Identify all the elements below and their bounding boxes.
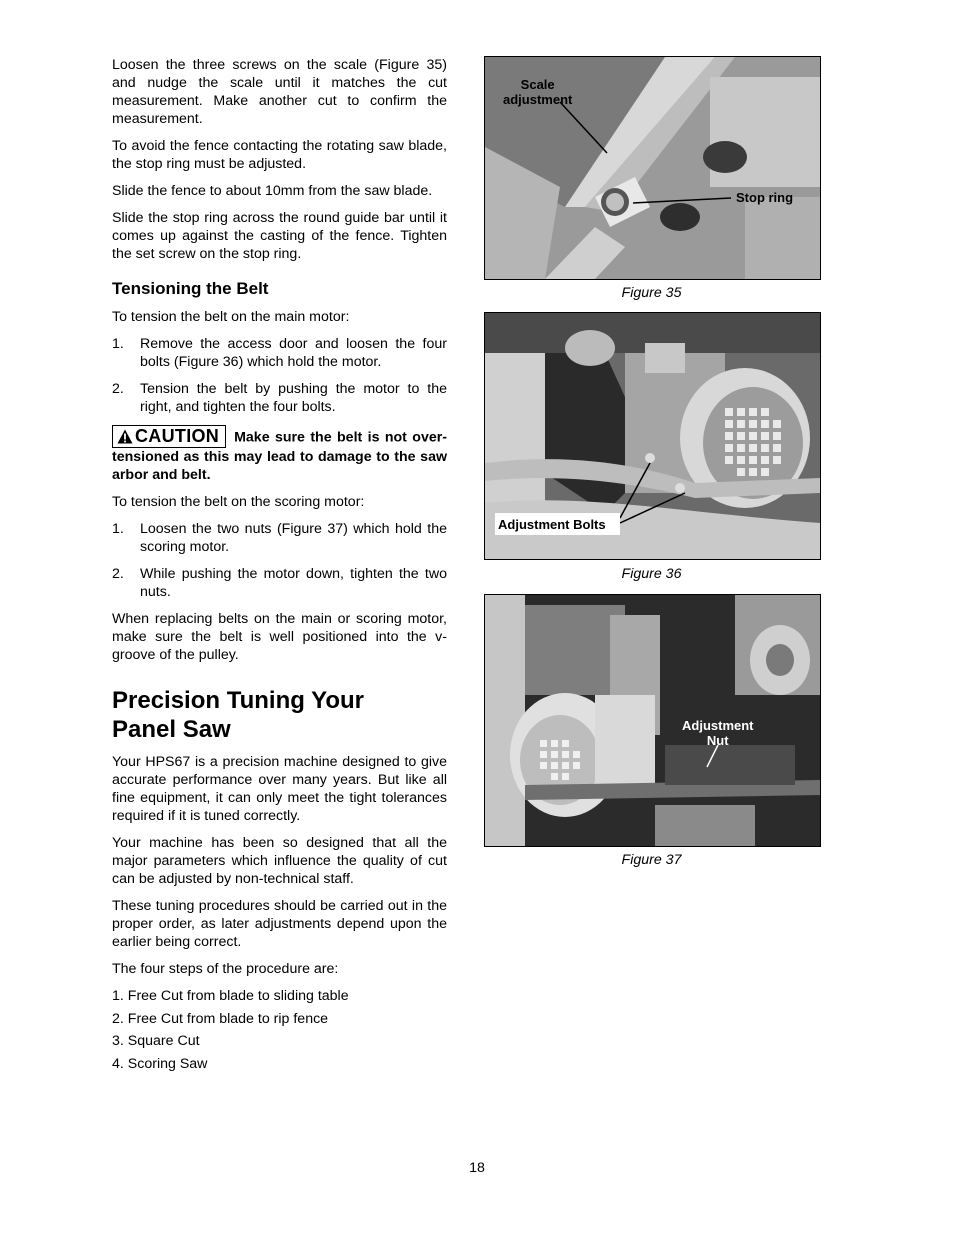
figure-36-photo <box>484 312 821 560</box>
figure-35-photo <box>484 56 821 280</box>
page-number: 18 <box>469 1160 485 1176</box>
paragraph-tuning-3: These tuning procedures should be carried out in the proper order, as later adjustments depend upon the earlier being correct. <box>112 898 447 950</box>
procedure-steps <box>112 987 447 1073</box>
list-text: While pushing the motor down, tighten the two nuts. <box>140 566 447 600</box>
paragraph-stop-ring: To avoid the fence contacting the rotating saw blade, the stop ring must be adjusted. <box>112 138 447 172</box>
label-stop-ring: Stop ring <box>736 190 794 205</box>
paragraph-scoring-intro: To tension the belt on the scoring motor: <box>112 494 365 510</box>
caution-badge-text: CAUTION <box>135 426 220 446</box>
label-adj-line-2: Nut <box>706 733 729 748</box>
paragraph-scale: Loosen the three screws on the scale (Figure 35) and nudge the scale until it matches the cut measurement. Make another cut to confirm the measurement. <box>112 57 447 127</box>
label-adjustment-bolts: Adjustment Bolts <box>498 517 606 532</box>
paragraph-tuning-1: Your HPS67 is a precision machine designed to give accurate performance over many years. But like all fine equipment, it can only meet the tight tolerances required if it is tuned correctly. <box>112 754 447 824</box>
label-scale-line-1: Scale <box>520 77 555 92</box>
left-column <box>112 56 447 1077</box>
list-item <box>112 565 447 601</box>
list-number: 2. <box>112 566 124 582</box>
list-number: 1. <box>112 521 124 537</box>
list-number: 1. <box>112 336 124 352</box>
figure-36-caption: Figure 36 <box>621 566 682 582</box>
label-scale-adjustment <box>503 77 572 107</box>
paragraph-main-motor-intro: To tension the belt on the main motor: <box>112 309 350 325</box>
procedure-step: 1. Free Cut from blade to sliding table <box>112 988 349 1004</box>
figure-37-photo <box>484 594 821 847</box>
list-item <box>112 380 447 416</box>
heading-line-2: Panel Saw <box>112 716 231 743</box>
heading-tensioning-belt: Tensioning the Belt <box>112 279 269 298</box>
procedure-step: 2. Free Cut from blade to rip fence <box>112 1010 329 1027</box>
paragraph-slide-ring: Slide the stop ring across the round guide bar until it comes up against the casting of the fence. Tighten the set screw on the stop ring. <box>112 210 447 262</box>
paragraph-tuning-2: Your machine has been so designed that all the major parameters which influence the quality of cut can be adjusted by non-technical staff. <box>112 835 447 887</box>
list-number: 2. <box>112 381 124 397</box>
caution-badge <box>112 425 226 448</box>
heading-line-1: Precision Tuning Your <box>112 687 365 714</box>
paragraph-replace-belts: When replacing belts on the main or scoring motor, make sure the belt is well positioned into the v-groove of the pulley. <box>112 611 447 663</box>
warning-triangle-icon <box>117 429 133 444</box>
list-text: Remove the access door and loosen the four bolts (Figure 36) which hold the motor. <box>140 336 447 370</box>
caution-note <box>112 425 447 484</box>
label-scale-line-2: adjustment <box>503 92 573 107</box>
list-text: Tension the belt by pushing the motor to the right, and tighten the four bolts. <box>140 381 447 415</box>
paragraph-tuning-4: The four steps of the procedure are: <box>112 961 339 977</box>
list-item <box>112 335 447 371</box>
list-text: Loosen the two nuts (Figure 37) which hold the scoring motor. <box>140 521 447 555</box>
paragraph-slide-fence: Slide the fence to about 10mm from the saw blade. <box>112 183 433 199</box>
procedure-step: 4. Scoring Saw <box>112 1055 208 1072</box>
heading-precision-tuning <box>112 686 447 744</box>
label-adjustment-nut <box>682 718 754 748</box>
procedure-step: 3. Square Cut <box>112 1033 200 1049</box>
figure-35-caption: Figure 35 <box>621 285 682 301</box>
figure-37-caption: Figure 37 <box>621 852 682 868</box>
caution-text: Make sure the belt is not over-tensioned as this may lead to damage to the saw arbor and belt. <box>112 429 447 483</box>
label-adj-line-1: Adjustment <box>682 718 754 733</box>
list-item <box>112 520 447 556</box>
